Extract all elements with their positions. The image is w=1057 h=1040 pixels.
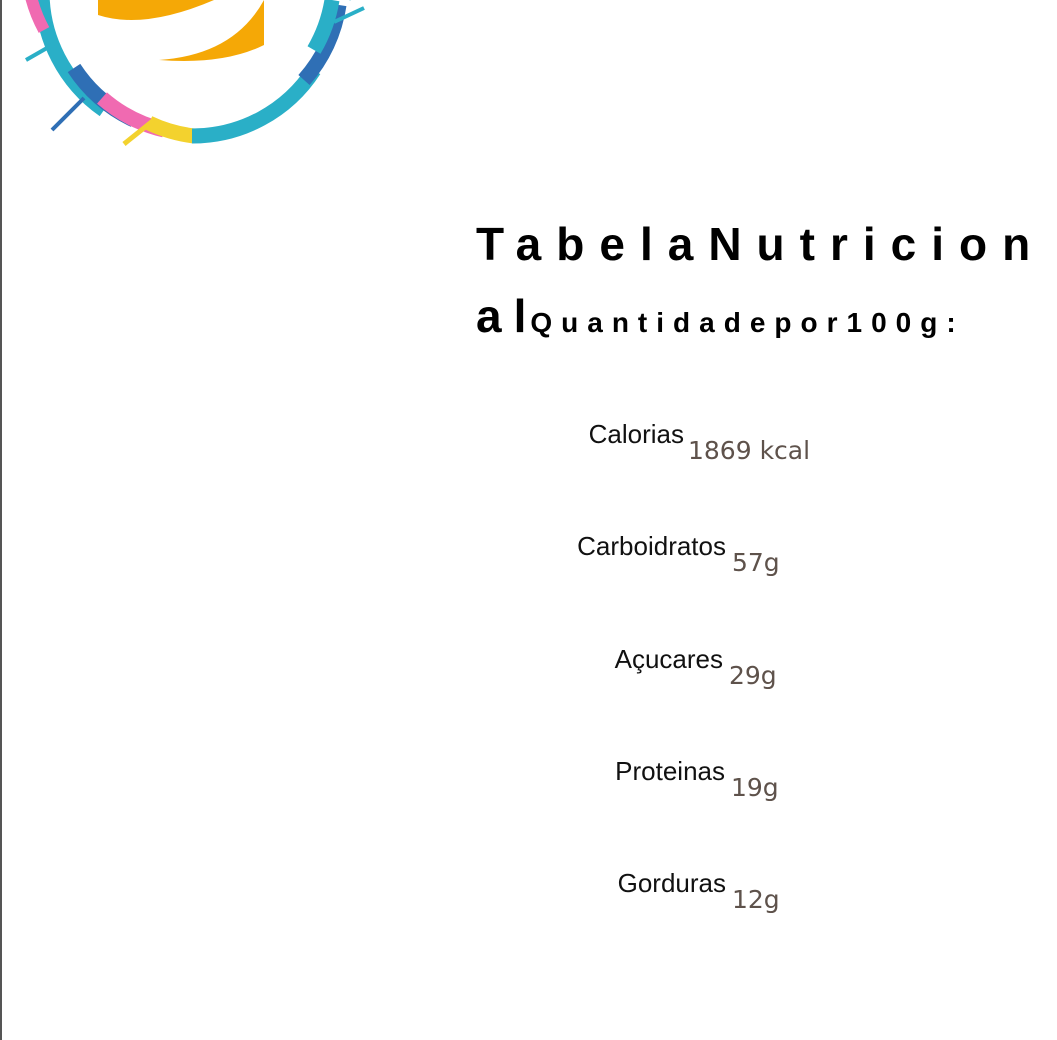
nutrient-row-calorias	[0, 419, 684, 459]
nutrient-value: 12g	[732, 885, 780, 914]
nutrient-value: 57g	[732, 548, 780, 577]
nutrient-value: 29g	[729, 661, 777, 690]
nutrition-table-title	[476, 214, 1051, 347]
nutrient-value-wrap-gorduras	[732, 868, 852, 914]
nutrient-value-wrap-carboidratos	[732, 531, 852, 577]
colorful-circle-logo-icon	[14, 0, 374, 150]
nutrient-label: Proteinas	[615, 756, 725, 786]
nutrient-row-acucares	[0, 644, 723, 684]
nutrient-value: 19g	[731, 773, 779, 802]
nutrient-value: 1869 kcal	[688, 436, 811, 465]
title-line-2	[476, 292, 1051, 347]
nutrient-label: Carboidratos	[577, 531, 726, 561]
quantity-subtitle: Quantidadepor100g:	[530, 307, 965, 338]
nutrient-value-wrap-calorias	[688, 419, 888, 465]
nutrient-value-wrap-acucares	[729, 644, 849, 690]
nutrient-label: Gorduras	[617, 868, 726, 898]
title-tail: al	[476, 290, 539, 342]
nutrient-row-proteinas	[0, 756, 725, 796]
title-line-1: TabelaNutricion	[476, 218, 1046, 270]
nutrient-value-wrap-proteinas	[731, 756, 851, 802]
nutrient-label: Calorias	[588, 419, 684, 449]
nutrient-row-gorduras	[0, 868, 726, 908]
nutrient-row-carboidratos	[0, 531, 726, 571]
nutrient-label: Açucares	[614, 644, 723, 674]
